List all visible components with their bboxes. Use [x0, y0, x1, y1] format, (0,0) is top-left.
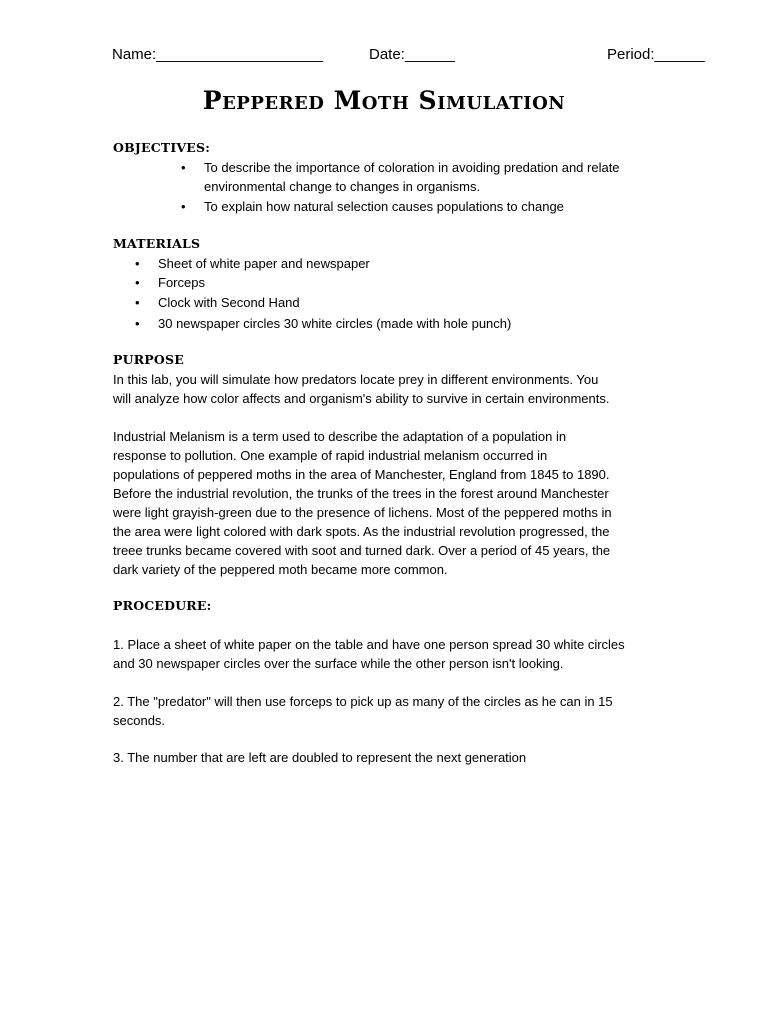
text-line: treee trunks became covered with soot and turned dark. Over a period of 45 years, the	[113, 543, 611, 558]
purpose-paragraph-1	[113, 370, 663, 408]
objective-item	[181, 158, 620, 177]
text-line: populations of peppered moths in the area of Manchester, England from 1845 to 1890.	[113, 467, 610, 482]
material-item	[135, 273, 205, 292]
period-field: Period:______	[607, 46, 705, 63]
text-line: seconds.	[113, 713, 166, 728]
name-field: Name:____________________	[112, 46, 324, 63]
text-line: In this lab, you will simulate how predators locate prey in different environments. You	[113, 372, 599, 387]
material-item	[135, 254, 370, 273]
bullet-icon: •	[135, 295, 140, 310]
objectives-heading: OBJECTIVES:	[113, 140, 211, 155]
text-line: were light grayish-green due to the presence of lichens. Most of the peppered moths in	[113, 505, 612, 520]
text-line: 3. The number that are left are doubled to represent the next generation	[113, 750, 527, 765]
material-item	[135, 293, 300, 312]
purpose-heading: PURPOSE	[113, 352, 184, 367]
text-line: response to pollution. One example of rapid industrial melanism occurred in	[113, 448, 548, 463]
bullet-icon: •	[135, 256, 140, 271]
material-text: Clock with Second Hand	[158, 295, 300, 310]
purpose-paragraph-2	[113, 427, 663, 579]
objective-item	[181, 197, 564, 216]
procedure-step-3	[113, 748, 663, 767]
text-line: will analyze how color affects and organism's ability to survive in certain environments.	[113, 391, 610, 406]
procedure-heading: PROCEDURE:	[113, 598, 212, 613]
bullet-icon: •	[135, 275, 140, 290]
objective-continuation: environmental change to changes in organisms.	[204, 179, 481, 194]
material-text: 30 newspaper circles 30 white circles (made with hole punch)	[158, 316, 512, 331]
procedure-step-2	[113, 692, 663, 730]
material-item	[135, 314, 512, 333]
text-line: Industrial Melanism is a term used to describe the adaptation of a population in	[113, 429, 567, 444]
bullet-icon: •	[181, 160, 186, 175]
text-line: 2. The "predator" will then use forceps to pick up as many of the circles as he can in 15	[113, 694, 613, 709]
page-title: Peppered Moth Simulation	[202, 86, 566, 115]
text-line: dark variety of the peppered moth became more common.	[113, 562, 448, 577]
material-text: Sheet of white paper and newspaper	[158, 256, 370, 271]
procedure-step-1	[113, 635, 663, 673]
objective-text: To describe the importance of coloration in avoiding predation and relate	[204, 160, 620, 175]
date-field: Date:______	[369, 46, 455, 63]
material-text: Forceps	[158, 275, 205, 290]
materials-heading: MATERIALS	[113, 236, 201, 251]
text-line: 1. Place a sheet of white paper on the table and have one person spread 30 white circles	[113, 637, 625, 652]
bullet-icon: •	[135, 316, 140, 331]
objective-text: To explain how natural selection causes populations to change	[204, 199, 564, 214]
text-line: Before the industrial revolution, the trunks of the trees in the forest around Manchester	[113, 486, 609, 501]
text-line: the area were light colored with dark spots. As the industrial revolution progressed, the	[113, 524, 610, 539]
bullet-icon: •	[181, 199, 186, 214]
text-line: and 30 newspaper circles over the surface while the other person isn't looking.	[113, 656, 564, 671]
